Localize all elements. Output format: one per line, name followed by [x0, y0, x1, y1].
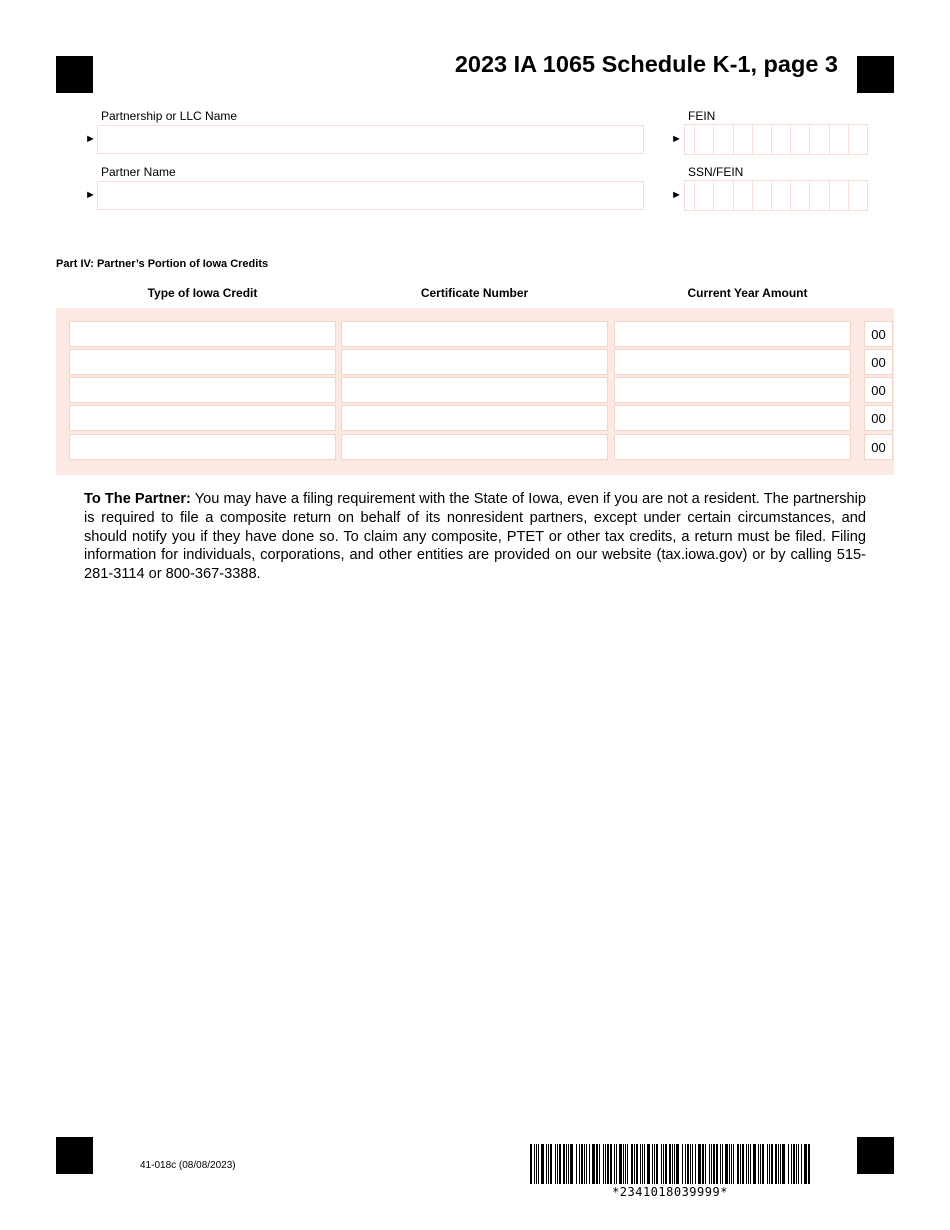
barcode-bar: [709, 1144, 710, 1184]
barcode-bar: [563, 1144, 565, 1184]
barcode-bar: [698, 1144, 701, 1184]
amount-cents: 00: [864, 377, 893, 403]
amount-cents: 00: [864, 405, 893, 431]
barcode-bar: [586, 1144, 587, 1184]
barcode-bar: [690, 1144, 691, 1184]
barcode-bar: [548, 1144, 549, 1184]
partnership-name-label: Partnership or LLC Name: [101, 109, 238, 123]
barcode-bar: [775, 1144, 777, 1184]
barcode-bar: [536, 1144, 537, 1184]
barcode-bar: [625, 1144, 626, 1184]
current-year-amount-input[interactable]: [614, 377, 851, 403]
barcode-bar: [661, 1144, 662, 1184]
barcode-bar: [737, 1144, 739, 1184]
barcode-bar: [713, 1144, 715, 1184]
barcode-bar: [720, 1144, 721, 1184]
barcode-bar: [725, 1144, 728, 1184]
barcode-bar: [788, 1144, 789, 1184]
credit-type-input[interactable]: [69, 377, 336, 403]
barcode-bar: [627, 1144, 628, 1184]
barcode-bar: [682, 1144, 683, 1184]
barcode-bar: [619, 1144, 622, 1184]
fein-input[interactable]: [684, 124, 868, 155]
column-header-amount: Current Year Amount: [687, 286, 808, 300]
barcode-bar: [616, 1144, 617, 1184]
barcode-bar: [634, 1144, 635, 1184]
barcode-bar: [530, 1144, 532, 1184]
barcode-bar: [599, 1144, 600, 1184]
credit-type-input[interactable]: [69, 434, 336, 460]
barcode-bar: [722, 1144, 723, 1184]
barcode-bar: [731, 1144, 732, 1184]
fein-label: FEIN: [688, 109, 716, 123]
barcode-bar: [605, 1144, 606, 1184]
registration-mark-bottom-right: [857, 1137, 894, 1174]
barcode-bar: [596, 1144, 598, 1184]
barcode-bar: [566, 1144, 567, 1184]
current-year-amount-input[interactable]: [614, 349, 851, 375]
barcode-bar: [796, 1144, 797, 1184]
barcode-bar: [716, 1144, 718, 1184]
partner-name-label: Partner Name: [101, 165, 176, 179]
notice-lead: To The Partner:: [84, 491, 191, 507]
column-header-type: Type of Iowa Credit: [147, 286, 258, 300]
current-year-amount-input[interactable]: [614, 405, 851, 431]
barcode-bar: [791, 1144, 792, 1184]
barcode-bar: [614, 1144, 615, 1184]
barcode-bar: [762, 1144, 764, 1184]
barcode-bar: [687, 1144, 689, 1184]
barcode-bar: [798, 1144, 799, 1184]
barcode-bar: [808, 1144, 810, 1184]
barcode-bar: [702, 1144, 704, 1184]
amount-cents: 00: [864, 434, 893, 460]
barcode-bar: [656, 1144, 658, 1184]
barcode-bar: [740, 1144, 741, 1184]
barcode-bar: [760, 1144, 761, 1184]
barcode-bar: [555, 1144, 556, 1184]
barcode-bar: [780, 1144, 781, 1184]
credit-type-input[interactable]: [69, 405, 336, 431]
barcode-bar: [733, 1144, 734, 1184]
part-iv-heading: Part IV: Partner’s Portion of Iowa Credits: [56, 258, 269, 270]
current-year-amount-input[interactable]: [614, 321, 851, 347]
amount-cents: 00: [864, 349, 893, 375]
barcode-bar: [685, 1144, 686, 1184]
barcode-bar: [778, 1144, 779, 1184]
barcode-bar: [603, 1144, 604, 1184]
arrow-icon: ►: [671, 133, 682, 145]
barcode-bar: [576, 1144, 577, 1184]
barcode-bar: [767, 1144, 768, 1184]
barcode-bar: [570, 1144, 573, 1184]
barcode-bar: [793, 1144, 795, 1184]
barcode-bar: [607, 1144, 609, 1184]
barcode-bar: [546, 1144, 547, 1184]
barcode-bar: [654, 1144, 655, 1184]
barcode-bar: [750, 1144, 751, 1184]
registration-mark-top-right: [857, 56, 894, 93]
barcode-bar: [695, 1144, 696, 1184]
certificate-number-input[interactable]: [341, 405, 608, 431]
barcode-bar: [557, 1144, 558, 1184]
barcode-bar: [758, 1144, 759, 1184]
ssn-fein-input[interactable]: [684, 180, 868, 211]
partnership-name-input[interactable]: [97, 125, 644, 154]
barcode-bar: [669, 1144, 671, 1184]
barcode-bar: [652, 1144, 653, 1184]
barcode-bar: [584, 1144, 585, 1184]
barcode-bar: [534, 1144, 535, 1184]
arrow-icon: ►: [85, 133, 96, 145]
barcode-bar: [742, 1144, 744, 1184]
barcode-bar: [804, 1144, 807, 1184]
current-year-amount-input[interactable]: [614, 434, 851, 460]
barcode-text: *2341018039999*: [612, 1185, 728, 1199]
amount-cents: 00: [864, 321, 893, 347]
barcode-bar: [711, 1144, 712, 1184]
credit-type-input[interactable]: [69, 349, 336, 375]
barcode-bar: [636, 1144, 638, 1184]
barcode-bar: [692, 1144, 693, 1184]
barcode-bar: [748, 1144, 749, 1184]
barcode-bar: [631, 1144, 633, 1184]
barcode-bar: [672, 1144, 673, 1184]
barcode-bar: [610, 1144, 612, 1184]
barcode-bar: [642, 1144, 643, 1184]
barcode-bar: [674, 1144, 675, 1184]
ssn-fein-label: SSN/FEIN: [688, 165, 744, 179]
credits-table: [56, 308, 894, 475]
barcode-bar: [541, 1144, 544, 1184]
barcode-bar: [746, 1144, 747, 1184]
registration-mark-bottom-left: [56, 1137, 93, 1174]
barcode-bar: [676, 1144, 679, 1184]
barcode-bar: [753, 1144, 756, 1184]
column-header-certificate: Certificate Number: [420, 286, 529, 300]
barcode-bar: [665, 1144, 667, 1184]
registration-mark-top-left: [56, 56, 93, 93]
barcode-bar: [623, 1144, 624, 1184]
barcode-bar: [589, 1144, 590, 1184]
certificate-number-input[interactable]: [341, 349, 608, 375]
partner-notice: [84, 490, 866, 584]
barcode-bar: [663, 1144, 664, 1184]
barcode-bar: [538, 1144, 539, 1184]
barcode-bar: [771, 1144, 773, 1184]
partner-name-input[interactable]: [97, 181, 644, 210]
barcode-bar: [769, 1144, 770, 1184]
barcode-bar: [647, 1144, 650, 1184]
arrow-icon: ►: [671, 189, 682, 201]
barcode-bar: [640, 1144, 641, 1184]
barcode-bar: [581, 1144, 583, 1184]
barcode-bar: [559, 1144, 561, 1184]
page-title: 2023 IA 1065 Schedule K-1, page 3: [454, 51, 838, 77]
barcode-bar: [568, 1144, 569, 1184]
certificate-number-input[interactable]: [341, 434, 608, 460]
credit-type-input[interactable]: [69, 321, 336, 347]
barcode: [530, 1144, 810, 1184]
certificate-number-input[interactable]: [341, 321, 608, 347]
barcode-bar: [801, 1144, 802, 1184]
certificate-number-input[interactable]: [341, 377, 608, 403]
notice-body: You may have a filing requirement with the State of Iowa, even if you are not a resident. The partnership is required to file a composite return on behalf of its nonresident partners, except under certain circumstances, and should notify you if they have done so. To claim any composite, PTET or other tax credits, a return must be filed. Filing information for individuals, corporations, and other entities are provided on our website (tax.iowa.gov) or by calling 515-281-3114 or 800-367-3388.: [84, 491, 866, 583]
arrow-icon: ►: [85, 189, 96, 201]
barcode-bar: [644, 1144, 645, 1184]
barcode-bar: [550, 1144, 552, 1184]
form-number: 41-018c (08/08/2023): [140, 1160, 236, 1171]
barcode-bar: [705, 1144, 706, 1184]
barcode-bar: [729, 1144, 730, 1184]
barcode-bar: [592, 1144, 595, 1184]
barcode-bar: [782, 1144, 785, 1184]
barcode-bar: [579, 1144, 580, 1184]
